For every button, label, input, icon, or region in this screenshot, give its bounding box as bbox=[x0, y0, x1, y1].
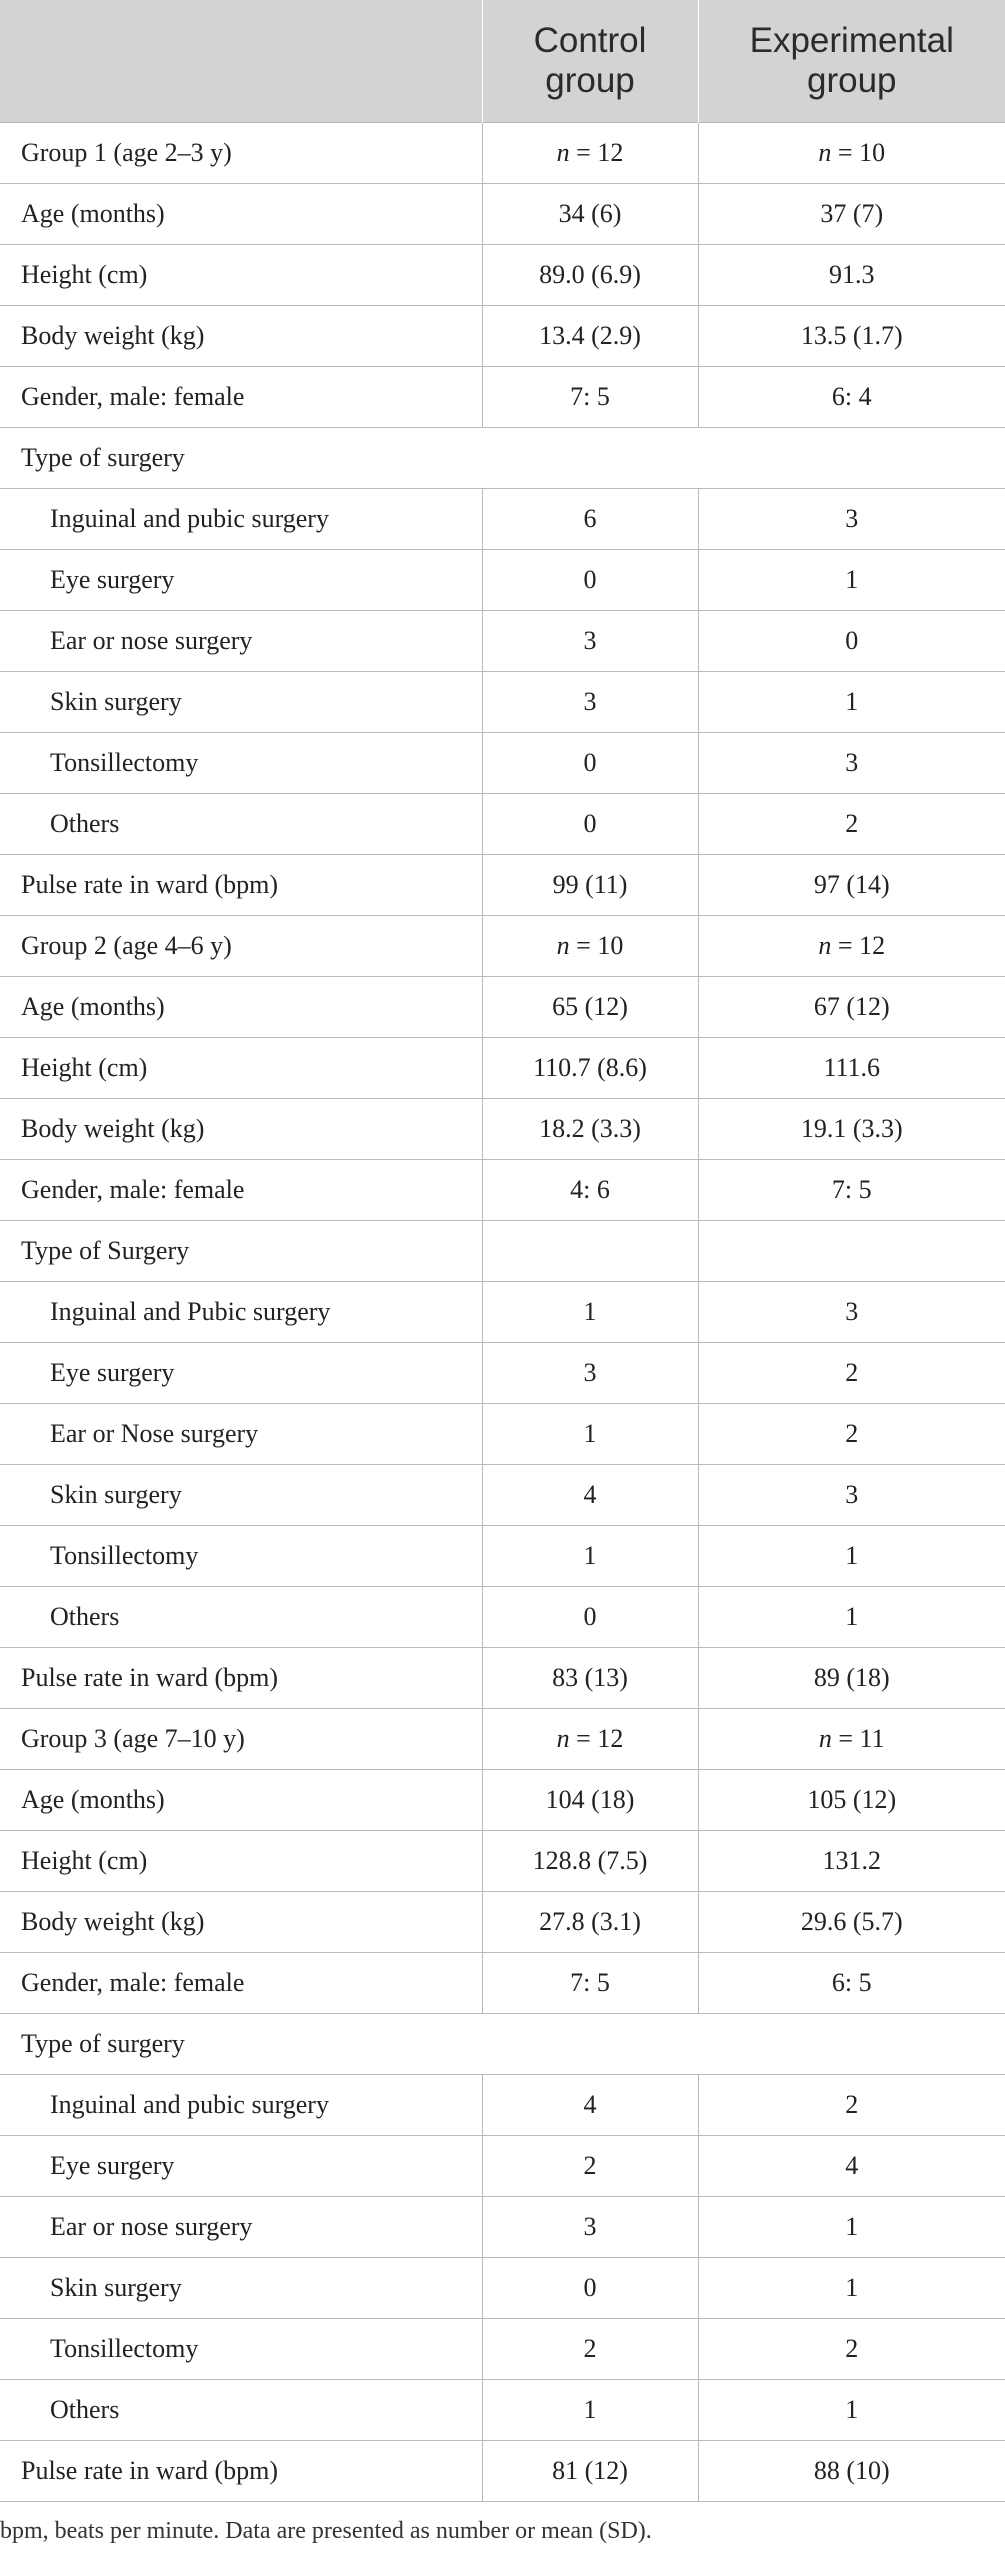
row-label: Inguinal and Pubic surgery bbox=[0, 1282, 482, 1343]
row-label: Type of Surgery bbox=[0, 1221, 482, 1282]
cell-experimental: 7: 5 bbox=[698, 1160, 1005, 1221]
cell-control: 1 bbox=[482, 1404, 698, 1465]
table-row bbox=[0, 2258, 1005, 2319]
table-row bbox=[0, 489, 1005, 550]
row-label: Tonsillectomy bbox=[0, 1526, 482, 1587]
n-symbol: n bbox=[818, 931, 832, 960]
row-label: Age (months) bbox=[0, 184, 482, 245]
cell-control bbox=[482, 1221, 698, 1282]
cell-control: n = 12 bbox=[482, 123, 698, 184]
cell-control: 1 bbox=[482, 1526, 698, 1587]
row-label: Type of surgery bbox=[0, 428, 1005, 489]
cell-control: 83 (13) bbox=[482, 1648, 698, 1709]
cell-experimental: 97 (14) bbox=[698, 855, 1005, 916]
cell-experimental: 131.2 bbox=[698, 1831, 1005, 1892]
cell-control: 99 (11) bbox=[482, 855, 698, 916]
cell-experimental: 29.6 (5.7) bbox=[698, 1892, 1005, 1953]
cell-control: 2 bbox=[482, 2319, 698, 2380]
cell-experimental: 2 bbox=[698, 2075, 1005, 2136]
n-symbol: n bbox=[556, 931, 570, 960]
row-label: Body weight (kg) bbox=[0, 1099, 482, 1160]
cell-experimental: 2 bbox=[698, 1343, 1005, 1404]
cell-control: 18.2 (3.3) bbox=[482, 1099, 698, 1160]
table-row bbox=[0, 2075, 1005, 2136]
cell-experimental: 2 bbox=[698, 1404, 1005, 1465]
cell-experimental: 89 (18) bbox=[698, 1648, 1005, 1709]
table-row bbox=[0, 2319, 1005, 2380]
cell-control: 7: 5 bbox=[482, 367, 698, 428]
table-row bbox=[0, 1587, 1005, 1648]
row-label: Gender, male: female bbox=[0, 1953, 482, 2014]
cell-experimental: 6: 4 bbox=[698, 367, 1005, 428]
table-row bbox=[0, 2014, 1005, 2075]
table-row bbox=[0, 184, 1005, 245]
cell-experimental: 3 bbox=[698, 1465, 1005, 1526]
cell-experimental: 19.1 (3.3) bbox=[698, 1099, 1005, 1160]
cell-control: 3 bbox=[482, 2197, 698, 2258]
cell-control: 81 (12) bbox=[482, 2441, 698, 2502]
row-label: Pulse rate in ward (bpm) bbox=[0, 855, 482, 916]
cell-control: 4: 6 bbox=[482, 1160, 698, 1221]
row-label: Height (cm) bbox=[0, 245, 482, 306]
row-label: Pulse rate in ward (bpm) bbox=[0, 2441, 482, 2502]
table-row bbox=[0, 2197, 1005, 2258]
table-row bbox=[0, 1282, 1005, 1343]
cell-experimental: 1 bbox=[698, 1526, 1005, 1587]
cell-experimental: 6: 5 bbox=[698, 1953, 1005, 2014]
cell-experimental: 0 bbox=[698, 611, 1005, 672]
cell-control: 65 (12) bbox=[482, 977, 698, 1038]
cell-control: 3 bbox=[482, 1343, 698, 1404]
cell-control: 0 bbox=[482, 1587, 698, 1648]
row-label: Others bbox=[0, 1587, 482, 1648]
cell-control: 110.7 (8.6) bbox=[482, 1038, 698, 1099]
cell-control: 1 bbox=[482, 1282, 698, 1343]
row-label: Height (cm) bbox=[0, 1038, 482, 1099]
header-row bbox=[0, 0, 1005, 123]
cell-control: 0 bbox=[482, 550, 698, 611]
table-row bbox=[0, 2380, 1005, 2441]
row-label: Ear or Nose surgery bbox=[0, 1404, 482, 1465]
cell-control: n = 10 bbox=[482, 916, 698, 977]
cell-control: 89.0 (6.9) bbox=[482, 245, 698, 306]
n-symbol: n bbox=[556, 1724, 570, 1753]
table-row bbox=[0, 245, 1005, 306]
group-row bbox=[0, 916, 1005, 977]
cell-control: 4 bbox=[482, 1465, 698, 1526]
cell-experimental: 88 (10) bbox=[698, 2441, 1005, 2502]
table-row bbox=[0, 306, 1005, 367]
row-label: Eye surgery bbox=[0, 1343, 482, 1404]
table-row bbox=[0, 1648, 1005, 1709]
table-row bbox=[0, 733, 1005, 794]
row-label: Others bbox=[0, 794, 482, 855]
table-row bbox=[0, 1160, 1005, 1221]
cell-experimental: 1 bbox=[698, 2258, 1005, 2319]
table-row bbox=[0, 1221, 1005, 1282]
cell-experimental: 2 bbox=[698, 794, 1005, 855]
row-label: Gender, male: female bbox=[0, 1160, 482, 1221]
table-row bbox=[0, 1099, 1005, 1160]
cell-experimental: 111.6 bbox=[698, 1038, 1005, 1099]
n-symbol: n bbox=[818, 138, 832, 167]
header-experimental-group: Experimental group bbox=[698, 0, 1005, 123]
cell-experimental: n = 12 bbox=[698, 916, 1005, 977]
table-row bbox=[0, 855, 1005, 916]
row-label: Group 1 (age 2–3 y) bbox=[0, 123, 482, 184]
table-row bbox=[0, 1892, 1005, 1953]
row-label: Inguinal and pubic surgery bbox=[0, 2075, 482, 2136]
table-row bbox=[0, 550, 1005, 611]
table-row bbox=[0, 2136, 1005, 2197]
row-label: Ear or nose surgery bbox=[0, 2197, 482, 2258]
row-label: Type of surgery bbox=[0, 2014, 1005, 2075]
cell-experimental: 37 (7) bbox=[698, 184, 1005, 245]
cell-control: 4 bbox=[482, 2075, 698, 2136]
cell-experimental: 3 bbox=[698, 489, 1005, 550]
table-body bbox=[0, 123, 1005, 2502]
row-label: Ear or nose surgery bbox=[0, 611, 482, 672]
cell-experimental: n = 10 bbox=[698, 123, 1005, 184]
cell-control: 34 (6) bbox=[482, 184, 698, 245]
cell-control: 3 bbox=[482, 672, 698, 733]
cell-experimental: n = 11 bbox=[698, 1709, 1005, 1770]
group-row bbox=[0, 1709, 1005, 1770]
table-row bbox=[0, 1465, 1005, 1526]
row-label: Skin surgery bbox=[0, 672, 482, 733]
cell-control: 0 bbox=[482, 794, 698, 855]
table-row bbox=[0, 1526, 1005, 1587]
cell-control: 27.8 (3.1) bbox=[482, 1892, 698, 1953]
table-row bbox=[0, 1038, 1005, 1099]
cell-experimental: 1 bbox=[698, 550, 1005, 611]
cell-experimental: 91.3 bbox=[698, 245, 1005, 306]
table-row bbox=[0, 1770, 1005, 1831]
table-row bbox=[0, 672, 1005, 733]
table-header bbox=[0, 0, 1005, 123]
row-label: Gender, male: female bbox=[0, 367, 482, 428]
row-label: Age (months) bbox=[0, 977, 482, 1038]
table-row bbox=[0, 2441, 1005, 2502]
row-label: Group 3 (age 7–10 y) bbox=[0, 1709, 482, 1770]
cell-experimental: 2 bbox=[698, 2319, 1005, 2380]
cell-control: 0 bbox=[482, 2258, 698, 2319]
cell-experimental: 67 (12) bbox=[698, 977, 1005, 1038]
cell-experimental: 1 bbox=[698, 672, 1005, 733]
row-label: Pulse rate in ward (bpm) bbox=[0, 1648, 482, 1709]
cell-experimental: 3 bbox=[698, 1282, 1005, 1343]
group-row bbox=[0, 123, 1005, 184]
n-symbol: n bbox=[556, 138, 570, 167]
row-label: Eye surgery bbox=[0, 550, 482, 611]
cell-control: 2 bbox=[482, 2136, 698, 2197]
cell-control: 13.4 (2.9) bbox=[482, 306, 698, 367]
cell-control: 0 bbox=[482, 733, 698, 794]
table-row bbox=[0, 428, 1005, 489]
row-label: Skin surgery bbox=[0, 1465, 482, 1526]
table-row bbox=[0, 367, 1005, 428]
row-label: Group 2 (age 4–6 y) bbox=[0, 916, 482, 977]
cell-control: 1 bbox=[482, 2380, 698, 2441]
row-label: Body weight (kg) bbox=[0, 1892, 482, 1953]
cell-experimental bbox=[698, 1221, 1005, 1282]
cell-experimental: 1 bbox=[698, 2197, 1005, 2258]
header-control-group: Control group bbox=[482, 0, 698, 123]
table-row bbox=[0, 977, 1005, 1038]
cell-control: 128.8 (7.5) bbox=[482, 1831, 698, 1892]
row-label: Eye surgery bbox=[0, 2136, 482, 2197]
table-row bbox=[0, 794, 1005, 855]
n-symbol: n bbox=[818, 1724, 832, 1753]
cell-experimental: 105 (12) bbox=[698, 1770, 1005, 1831]
cell-experimental: 1 bbox=[698, 2380, 1005, 2441]
row-label: Age (months) bbox=[0, 1770, 482, 1831]
row-label: Body weight (kg) bbox=[0, 306, 482, 367]
cell-experimental: 3 bbox=[698, 733, 1005, 794]
cell-control: n = 12 bbox=[482, 1709, 698, 1770]
table-row bbox=[0, 1343, 1005, 1404]
table-row bbox=[0, 1404, 1005, 1465]
row-label: Inguinal and pubic surgery bbox=[0, 489, 482, 550]
row-label: Height (cm) bbox=[0, 1831, 482, 1892]
cell-control: 3 bbox=[482, 611, 698, 672]
table-row bbox=[0, 1831, 1005, 1892]
table-row bbox=[0, 1953, 1005, 2014]
table-footnote: bpm, beats per minute. Data are presented as number or mean (SD). bbox=[0, 2518, 652, 2544]
row-label: Others bbox=[0, 2380, 482, 2441]
cell-control: 104 (18) bbox=[482, 1770, 698, 1831]
table-row bbox=[0, 611, 1005, 672]
cell-control: 7: 5 bbox=[482, 1953, 698, 2014]
row-label: Tonsillectomy bbox=[0, 733, 482, 794]
header-label-cell bbox=[0, 0, 482, 123]
cell-experimental: 1 bbox=[698, 1587, 1005, 1648]
cell-control: 6 bbox=[482, 489, 698, 550]
cell-experimental: 4 bbox=[698, 2136, 1005, 2197]
row-label: Tonsillectomy bbox=[0, 2319, 482, 2380]
cell-experimental: 13.5 (1.7) bbox=[698, 306, 1005, 367]
row-label: Skin surgery bbox=[0, 2258, 482, 2319]
